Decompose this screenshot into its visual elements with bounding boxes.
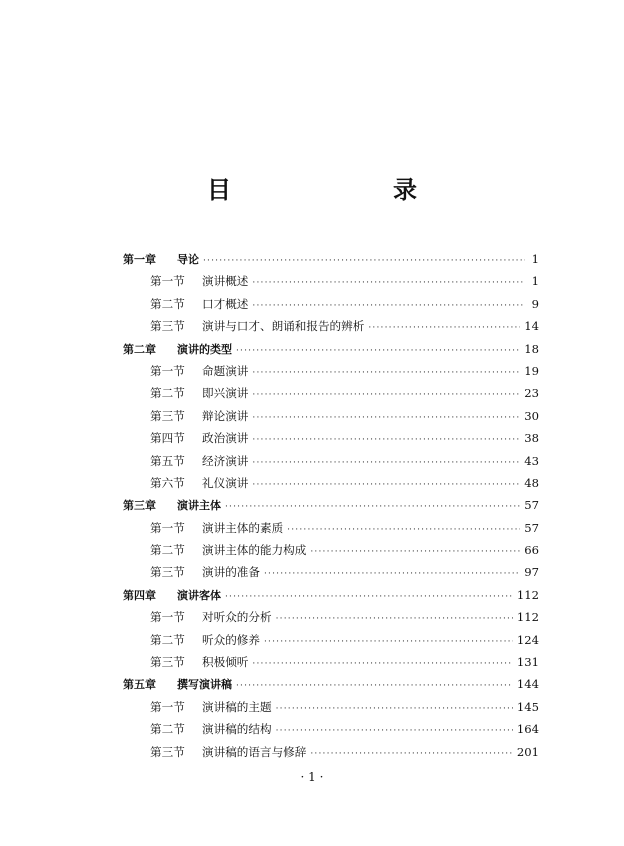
- toc-entry-number: 第三节: [150, 744, 185, 759]
- toc-entry-title: 演讲客体: [177, 588, 221, 602]
- toc-leader-dots: [252, 301, 525, 311]
- toc-entry-title: 撰写演讲稿: [177, 678, 232, 692]
- toc-entry-page: 201: [516, 744, 539, 759]
- toc-entry-page: 1: [531, 252, 539, 266]
- toc-section-row[interactable]: [123, 430, 539, 452]
- toc-entry-number: 第三节: [150, 565, 185, 580]
- toc-leader-dots: [368, 323, 520, 333]
- toc-entry-page: 66: [524, 543, 539, 558]
- toc-leader-dots: [252, 480, 520, 490]
- toc-entry-number: 第三节: [150, 655, 185, 670]
- toc-entry-title: 演讲的类型: [177, 342, 232, 356]
- toc-leader-dots: [236, 681, 513, 691]
- toc-leader-dots: [236, 346, 520, 356]
- toc-section-row[interactable]: [123, 273, 539, 295]
- toc-leader-dots: [252, 458, 520, 468]
- toc-entry-page: 19: [524, 363, 539, 378]
- toc-entry-page: 145: [516, 699, 539, 714]
- toc-entry-page: 30: [524, 408, 539, 423]
- toc-section-row[interactable]: [123, 609, 539, 631]
- toc-section-row[interactable]: [123, 721, 539, 743]
- toc-entry-page: 144: [516, 677, 539, 692]
- toc-leader-dots: [252, 413, 520, 423]
- toc-section-row[interactable]: [123, 475, 539, 497]
- toc-entry-page: 43: [524, 453, 539, 468]
- toc-entry-title: 政治演讲: [202, 431, 249, 446]
- toc-entry-page: 57: [524, 520, 539, 535]
- toc-section-row[interactable]: [123, 744, 539, 766]
- toc-entry-number: 第一节: [150, 363, 185, 378]
- toc-entry-number: 第三章: [123, 499, 156, 513]
- table-of-contents: [123, 251, 539, 766]
- toc-leader-dots: [276, 614, 513, 624]
- toc-leader-dots: [252, 659, 512, 669]
- toc-leader-dots: [252, 435, 520, 445]
- toc-entry-number: 第一节: [150, 699, 185, 714]
- toc-entry-page: 9: [531, 296, 539, 311]
- toc-chapter-row[interactable]: [123, 497, 539, 519]
- toc-leader-dots: [252, 278, 525, 288]
- toc-entry-number: 第二节: [150, 632, 185, 647]
- toc-entry-title: 演讲主体的能力构成: [202, 543, 307, 558]
- toc-entry-title: 听众的修养: [202, 632, 260, 647]
- toc-entry-page: 1: [531, 274, 539, 289]
- toc-entry-title: 辩论演讲: [202, 408, 249, 423]
- toc-entry-title: 演讲稿的结构: [202, 722, 272, 737]
- toc-entry-title: 导论: [177, 253, 199, 266]
- toc-entry-title: 演讲与口才、朗诵和报告的辨析: [202, 319, 365, 334]
- toc-section-row[interactable]: [123, 654, 539, 676]
- toc-entry-number: 第二章: [123, 342, 156, 356]
- toc-section-row[interactable]: [123, 564, 539, 586]
- toc-entry-page: 18: [524, 341, 539, 356]
- toc-leader-dots: [225, 502, 520, 512]
- toc-entry-title: 对听众的分析: [202, 610, 272, 625]
- toc-leader-dots: [225, 592, 513, 602]
- toc-leader-dots: [252, 390, 520, 400]
- toc-section-row[interactable]: [123, 699, 539, 721]
- toc-leader-dots: [276, 704, 513, 714]
- toc-entry-number: 第四章: [123, 588, 156, 602]
- toc-entry-number: 第五节: [150, 453, 185, 468]
- toc-entry-title: 礼仪演讲: [202, 475, 249, 490]
- toc-section-row[interactable]: [123, 520, 539, 542]
- toc-entry-number: 第二节: [150, 722, 185, 737]
- toc-leader-dots: [276, 726, 513, 736]
- toc-entry-number: 第一节: [150, 610, 185, 625]
- toc-entry-title: 口才概述: [202, 296, 249, 311]
- toc-leader-dots: [310, 547, 520, 557]
- toc-entry-title: 演讲的准备: [202, 565, 260, 580]
- toc-entry-number: 第三节: [150, 319, 185, 334]
- toc-entry-title: 积极倾听: [202, 655, 249, 670]
- page-number-footer: · 1 ·: [300, 770, 324, 784]
- toc-entry-number: 第一节: [150, 520, 185, 535]
- toc-section-row[interactable]: [123, 542, 539, 564]
- toc-section-row[interactable]: [123, 363, 539, 385]
- toc-entry-number: 第三节: [150, 408, 185, 423]
- toc-leader-dots: [203, 256, 525, 266]
- toc-entry-page: 131: [516, 655, 539, 670]
- toc-leader-dots: [264, 637, 513, 647]
- toc-entry-number: 第五章: [123, 678, 156, 692]
- toc-entry-number: 第六节: [150, 475, 185, 490]
- toc-entry-number: 第一章: [123, 253, 156, 266]
- toc-entry-page: 23: [524, 386, 539, 401]
- toc-entry-page: 57: [524, 498, 539, 513]
- toc-section-row[interactable]: [123, 408, 539, 430]
- toc-entry-title: 演讲稿的主题: [202, 699, 272, 714]
- toc-entry-number: 第二节: [150, 296, 185, 311]
- toc-entry-title: 演讲主体: [177, 499, 221, 513]
- toc-entry-page: 38: [524, 431, 539, 446]
- toc-entry-page: 14: [524, 319, 539, 334]
- toc-chapter-row[interactable]: [123, 676, 539, 698]
- toc-entry-page: 124: [516, 632, 539, 647]
- toc-leader-dots: [252, 368, 520, 378]
- toc-entry-title: 即兴演讲: [202, 386, 249, 401]
- toc-chapter-row[interactable]: [123, 251, 539, 273]
- toc-section-row[interactable]: [123, 453, 539, 475]
- toc-entry-title: 演讲主体的素质: [202, 520, 284, 535]
- toc-section-row[interactable]: [123, 296, 539, 318]
- toc-section-row[interactable]: [123, 318, 539, 340]
- toc-entry-title: 命题演讲: [202, 363, 249, 378]
- toc-section-row[interactable]: [123, 632, 539, 654]
- toc-entry-title: 经济演讲: [202, 453, 249, 468]
- toc-entry-page: 164: [516, 722, 539, 737]
- toc-entry-page: 48: [524, 475, 539, 490]
- toc-entry-page: 97: [524, 565, 539, 580]
- toc-leader-dots: [264, 569, 520, 579]
- toc-entry-title: 演讲稿的语言与修辞: [202, 744, 307, 759]
- toc-section-row[interactable]: [123, 385, 539, 407]
- toc-leader-dots: [310, 749, 513, 759]
- toc-entry-number: 第一节: [150, 274, 185, 289]
- toc-chapter-row[interactable]: [123, 341, 539, 363]
- toc-entry-title: 演讲概述: [202, 274, 249, 289]
- toc-entry-number: 第二节: [150, 543, 185, 558]
- toc-chapter-row[interactable]: [123, 587, 539, 609]
- toc-entry-number: 第二节: [150, 386, 185, 401]
- toc-leader-dots: [287, 525, 520, 535]
- page-title: 目 录: [207, 175, 455, 204]
- toc-entry-number: 第四节: [150, 431, 185, 446]
- toc-entry-page: 112: [516, 587, 539, 602]
- toc-entry-page: 112: [516, 610, 539, 625]
